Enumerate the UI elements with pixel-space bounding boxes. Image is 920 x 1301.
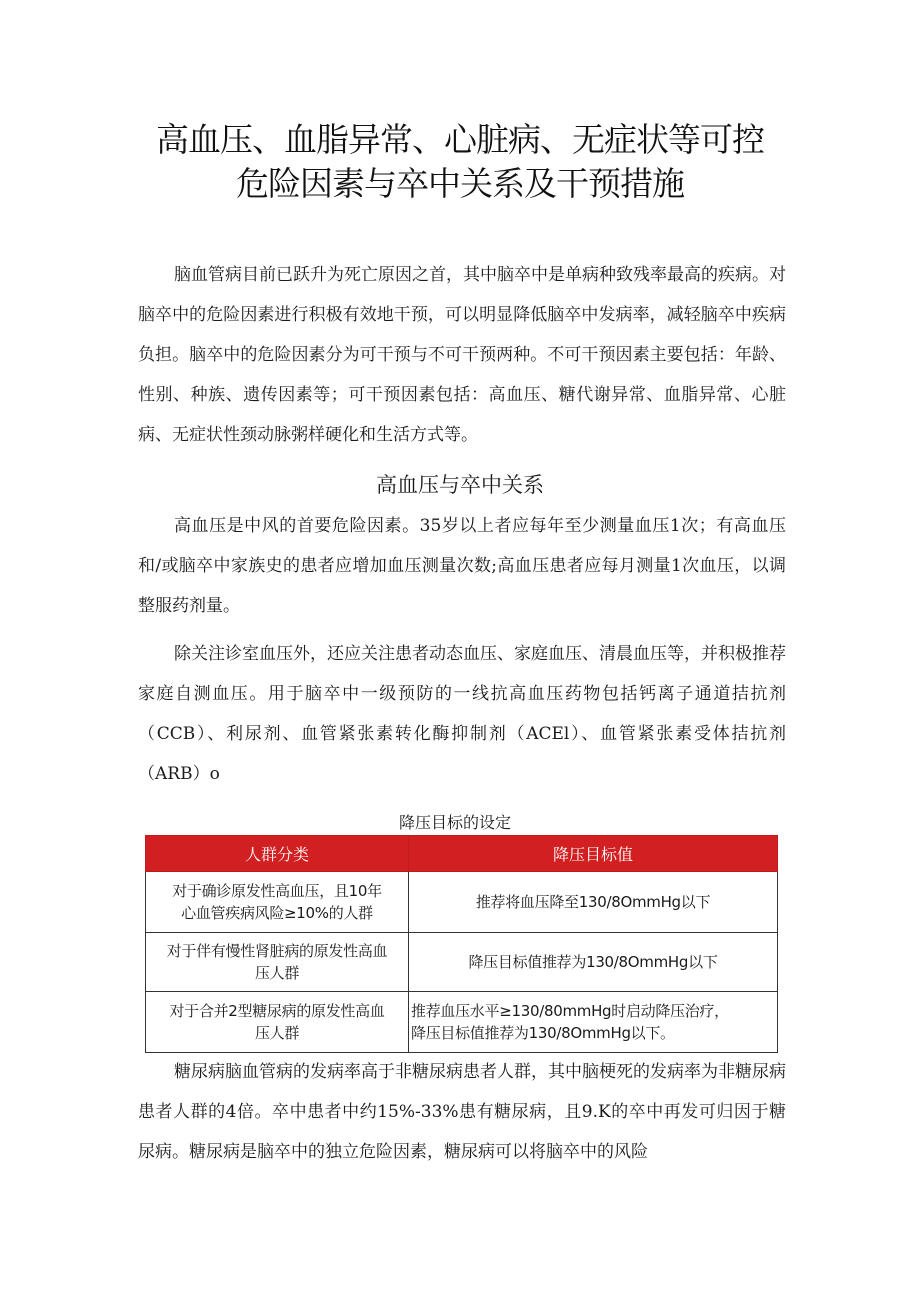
title-line-2: 危险因素与卒中关系及干预措施	[236, 164, 684, 203]
table-row	[146, 933, 778, 992]
table-cell-population: 对于合并2型糖尿病的原发性高血 压人群	[146, 992, 409, 1053]
diabetes-paragraph: 糖尿病脑血管病的发病率高于非糖尿病患者人群，其中脑梗死的发病率为非糖尿病患者人群的4倍。卒中患者中约15%-33%患有糖尿病，且9.K的卒中再发可归因于糖尿病。糖尿病是脑卒中的独立危险因素，糖尿病可以将脑卒中的风险	[138, 1062, 786, 1162]
section-heading: 高血压与卒中关系	[376, 473, 544, 497]
table-header-population: 人群分类	[146, 836, 409, 872]
table-cell-target: 推荐将血压降至130/8OmmHg以下	[409, 872, 778, 933]
bp-target-table	[145, 835, 778, 1053]
table-row	[146, 872, 778, 933]
table-header-row	[146, 836, 778, 872]
table-cell-population: 对于伴有慢性肾脏病的原发性高血 压人群	[146, 933, 409, 992]
table-cell-population: 对于确诊原发性高血压，且10年 心血管疾病风险≥10%的人群	[146, 872, 409, 933]
table-cell-target: 推荐血压水平≥130∕80mmHg时启动降压治疗， 降压目标值推荐为130/8OmmHg以下。	[409, 992, 778, 1053]
intro-paragraph: 脑血管病目前已跃升为死亡原因之首，其中脑卒中是单病种致残率最高的疾病。对脑卒中的危险因素进行积极有效地干预，可以明显降低脑卒中发病率，减轻脑卒中疾病负担。脑卒中的危险因素分为可干预与不可干预两种。不可干预因素主要包括：年龄、性别、种族、遗传因素等；可干预因素包括：高血压、糖代谢异常、血脂异常、心脏病、无症状性颈动脉粥样硬化和生活方式等。	[138, 265, 786, 445]
title-line-1: 高血压、血脂异常、心脏病、无症状等可控	[156, 120, 764, 159]
table-header-target: 降压目标值	[409, 836, 778, 872]
table-caption: 降压目标的设定	[398, 813, 511, 832]
hypertension-paragraph-1: 高血压是中风的首要危险因素。35岁以上者应每年至少测量血压1次；有高血压和/或脑卒中家族史的患者应增加血压测量次数;高血压患者应每月测量1次血压，以调整服药剂量。	[138, 516, 786, 616]
hypertension-paragraph-2: 除关注诊室血压外，还应关注患者动态血压、家庭血压、清晨血压等，并积极推荐家庭自测血压。用于脑卒中一级预防的一线抗高血压药物包括钙离子通道拮抗剂（CCB）、利尿剂、血管紧张素转化酶抑制剂（ACEl）、血管紧张素受体拮抗剂（ARB）o	[138, 644, 786, 784]
document-title	[100, 118, 820, 206]
table-row	[146, 992, 778, 1053]
table-cell-target: 降压目标值推荐为130/8OmmHg以下	[409, 933, 778, 992]
